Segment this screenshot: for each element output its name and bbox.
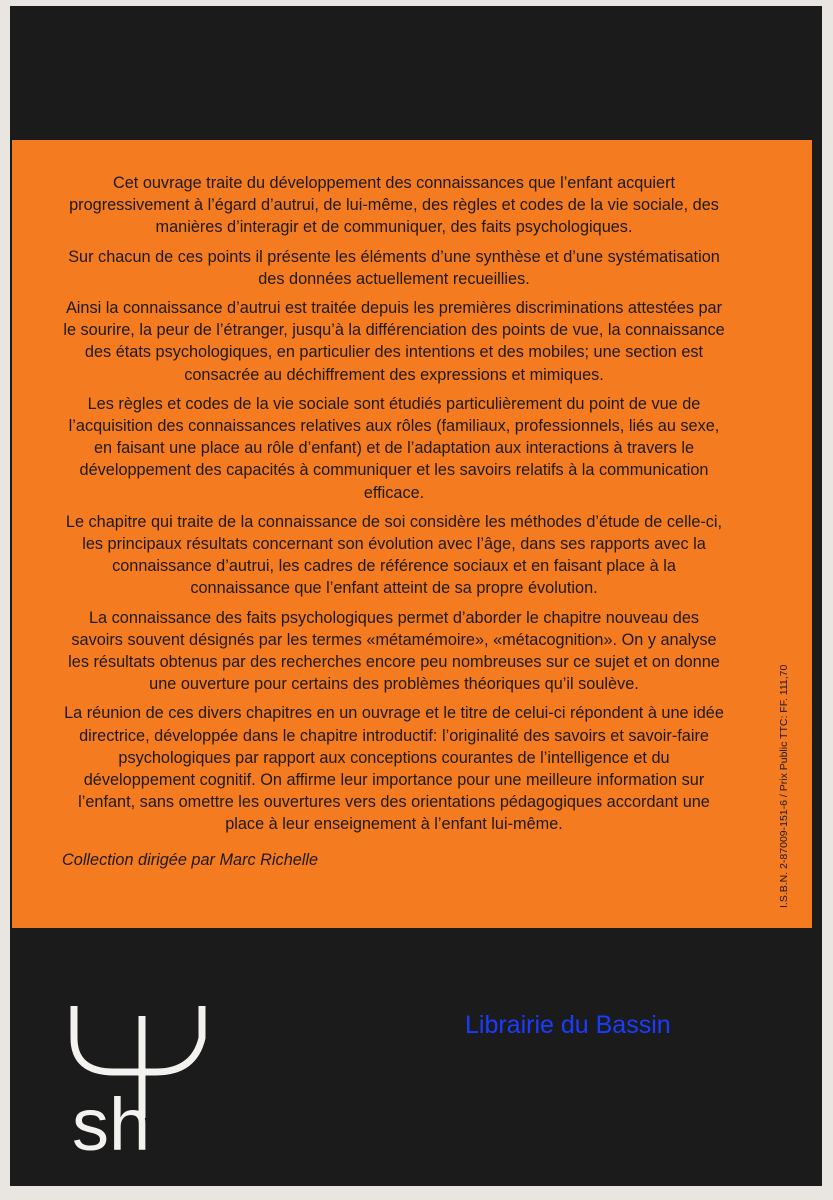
publisher-logo	[64, 998, 224, 1158]
blurb-paragraph-4: Les règles et codes de la vie sociale sont étudiés particulièrement du point de vue de l’acquisition des connaissances relatives aux rôles (familiaux, professionnels, liés au sexe, en faisant une place au rôle d’enfant) et de l’adaptation aux interactions à travers le développement des capacités à communiquer et les savoirs relatifs à la communication efficace.	[68, 394, 720, 502]
watermark-text: Librairie du Bassin	[465, 1011, 671, 1039]
blurb-paragraph-7: La réunion de ces divers chapitres en un ouvrage et le titre de celui-ci répondent à une idée directrice, développée dans le chapitre introductif: l’originalité des savoirs et savoir-faire psychologiques par rapport aux conceptions courantes de l’intelligence et du développement cognitif. On affirme leur importance pour une meilleure information sur l’enfant, sans omettre les ouvertures vers des orientations pédagogiques accordant une place à leur enseignement à l’enfant lui-même.	[64, 704, 724, 834]
blurb-paragraph-2: Sur chacun de ces points il présente les éléments d’une synthèse et d’une systématisation des données actuellement recueillies.	[68, 247, 720, 288]
collection-credit: Collection dirigée par Marc Richelle	[62, 850, 319, 869]
logo-letters: sh	[72, 1083, 151, 1158]
blurb-paragraph-3: Ainsi la connaissance d’autrui est traitée depuis les premières discriminations attestées par le sourire, la peur de l’étranger, jusqu’à la différenciation des points de vue, la connaissance des états psychologiques, en particulier des intentions et des mobiles; une section est consacrée au déchiffrement des expressions et mimiques.	[63, 299, 725, 384]
blurb-text	[62, 172, 726, 878]
logo-cup-stroke	[74, 1006, 202, 1072]
blurb-paragraph-5: Le chapitre qui traite de la connaissance de soi considère les méthodes d’étude de celle-ci, les principaux résultats concernant son évolution avec l’âge, dans ses rapports avec la connaissance d’autrui, les cadres de référence sociaux et en faisant place à la connaissance que l’enfant atteint de sa propre évolution.	[65, 512, 723, 598]
blurb-paragraph-6: La connaissance des faits psychologiques permet d’aborder le chapitre nouveau des savoirs souvent désignés par les termes «métamémoire», «métacognition». On y analyse les résultats obtenus par des recherches encore peu nombreuses sur ce sujet et on donne une ouverture pour certains des problèmes théoriques qu’il soulève.	[68, 608, 720, 694]
isbn-price-line: I.S.B.N. 2-87009-151-6 / Prix Public TTC: FF. 111,70	[778, 664, 790, 908]
blurb-paragraph-1: Cet ouvrage traite du développement des connaissances que l’enfant acquiert progressivement à l’égard d’autrui, de lui-même, des règles et codes de la vie sociale, des manières d’interagir et de communiquer, des faits psychologiques.	[69, 174, 719, 237]
